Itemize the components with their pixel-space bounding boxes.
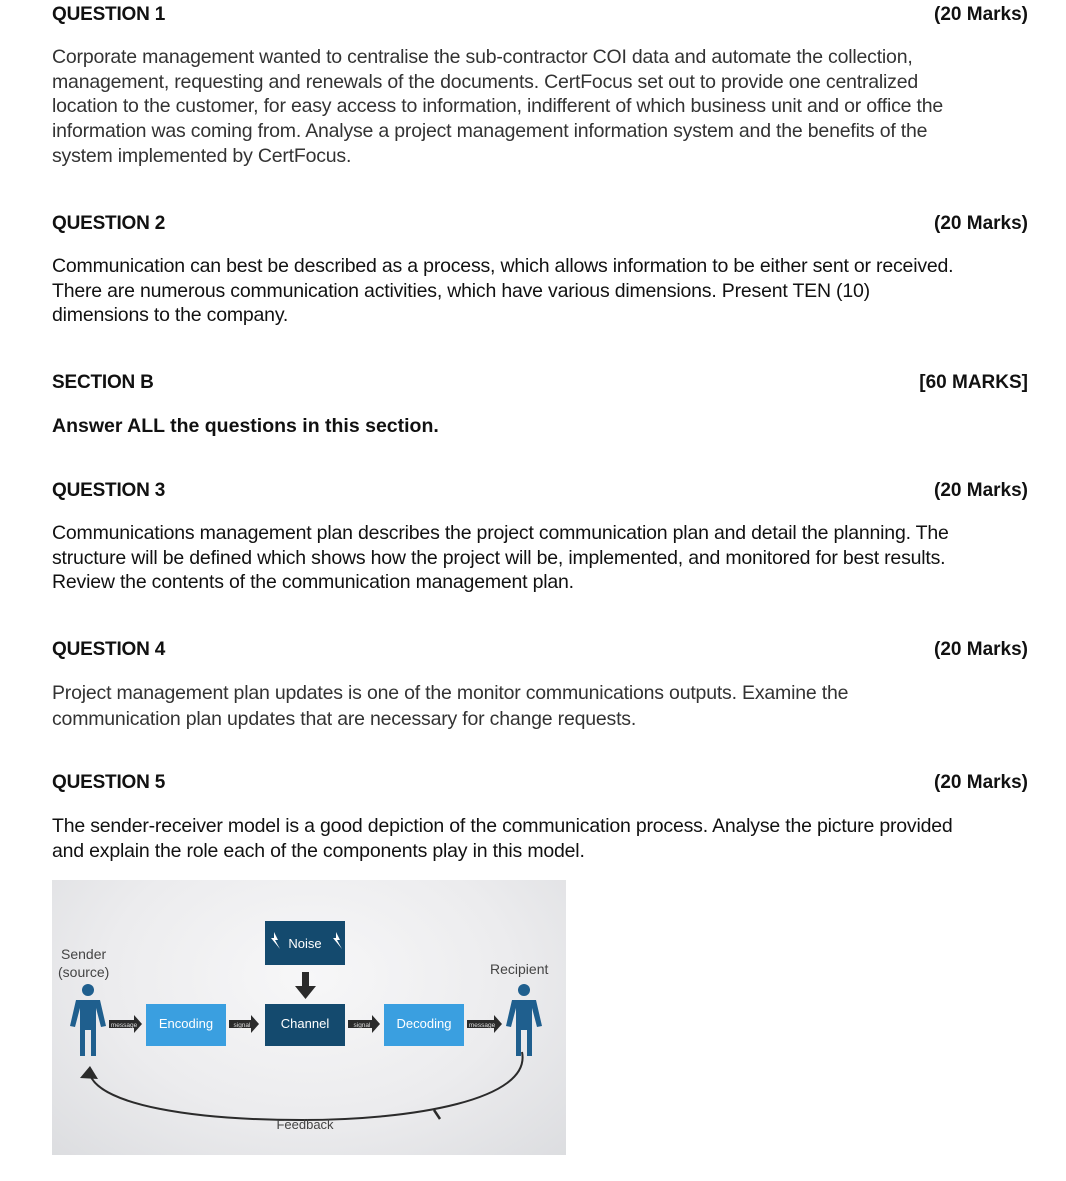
sender-source-label: (source) <box>58 964 110 980</box>
question-3-marks: (20 Marks) <box>934 480 1028 501</box>
question-1-line: management, requesting and renewals of the documents. CertFocus set out to provide one centralized <box>52 70 918 93</box>
question-3-heading: QUESTION 3 <box>52 480 166 501</box>
question-1-line: Corporate management wanted to centralise the sub-contractor COI data and automate the collection, <box>52 46 913 68</box>
question-1-line: information was coming from. Analyse a project management information system and the benefits of the <box>52 120 928 143</box>
channel-label: Channel <box>280 1016 330 1031</box>
question-5-line: and explain the role each of the components play in this model. <box>52 839 585 862</box>
question-1-line: system implemented by CertFocus. <box>52 144 352 167</box>
diagram-canvas <box>52 880 566 1155</box>
question-2-text <box>52 254 954 328</box>
recipient-person-icon <box>506 984 542 1056</box>
question-5-line: The sender-receiver model is a good depiction of the communication process. Analyse the picture provided <box>52 815 953 837</box>
question-5-text <box>52 814 953 863</box>
signal-arrow <box>348 1015 380 1033</box>
noise-down-arrow-icon <box>295 972 316 999</box>
question-4-marks: (20 Marks) <box>934 639 1028 660</box>
message-arrow <box>467 1015 502 1033</box>
question-2-line: Communication can best be described as a process, which allows information to be either sent or received. <box>52 255 954 277</box>
section-b-marks: [60 MARKS] <box>919 372 1028 393</box>
section-b-instruction: Answer ALL the questions in this section. <box>52 415 439 437</box>
question-2-heading: QUESTION 2 <box>52 213 166 234</box>
message-arrow-label: message <box>468 1022 496 1029</box>
question-3-line: structure will be defined which shows how the project will be, implemented, and monitored for best results. <box>52 546 946 569</box>
question-2-line: dimensions to the company. <box>52 304 289 327</box>
question-5-heading: QUESTION 5 <box>52 772 166 793</box>
question-1-line: location to the customer, for easy access to information, indifferent of which business unit and or office the <box>52 95 944 118</box>
sender-label: Sender <box>61 946 107 962</box>
question-1-marks: (20 Marks) <box>934 4 1028 25</box>
feedback-arrowhead-icon <box>80 1066 98 1079</box>
question-4-line: communication plan updates that are necessary for change requests. <box>52 708 637 730</box>
question-4-text <box>52 680 922 732</box>
recipient-label: Recipient <box>490 961 549 977</box>
question-2-marks: (20 Marks) <box>934 213 1028 234</box>
decoding-label: Decoding <box>396 1016 452 1031</box>
section-b-heading: SECTION B <box>52 372 154 393</box>
question-4-heading: QUESTION 4 <box>52 639 166 660</box>
message-arrow <box>109 1015 142 1033</box>
encoding-label: Encoding <box>158 1016 214 1031</box>
noise-label: Noise <box>288 936 322 951</box>
feedback-label: Feedback <box>276 1117 334 1132</box>
sender-receiver-diagram <box>52 880 566 1155</box>
question-3-line: Communications management plan describes the project communication plan and detail the planning. The <box>52 522 949 544</box>
feedback-arrow <box>90 1052 523 1120</box>
signal-arrow-label: signal <box>353 1022 371 1029</box>
question-5-marks: (20 Marks) <box>934 772 1028 793</box>
sender-person-icon <box>70 984 106 1056</box>
message-arrow-label: message <box>110 1022 138 1029</box>
signal-arrow <box>229 1015 259 1033</box>
question-2-line: There are numerous communication activities, which have various dimensions. Present TEN (10) <box>52 279 870 302</box>
question-4-line: Project management plan updates is one of the monitor communications outputs. Examine the <box>52 682 849 704</box>
question-3-text <box>52 521 949 595</box>
feedback-tick-mark <box>434 1110 440 1119</box>
question-1-heading: QUESTION 1 <box>52 4 166 25</box>
signal-arrow-label: signal <box>233 1022 251 1029</box>
question-3-line: Review the contents of the communication management plan. <box>52 571 574 594</box>
question-1-text <box>52 45 944 169</box>
